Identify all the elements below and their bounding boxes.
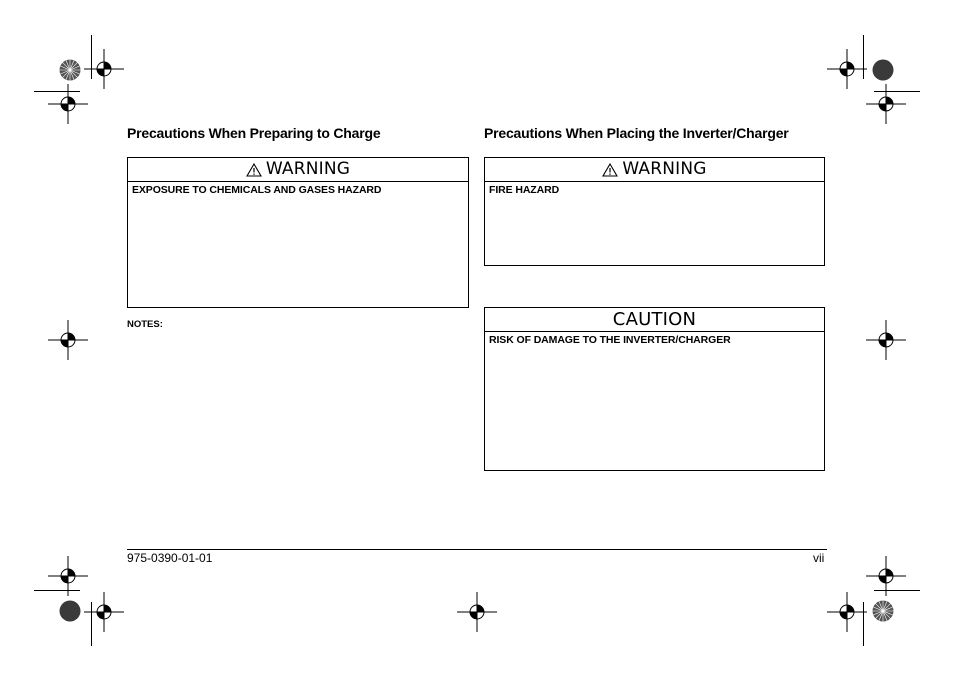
warning-triangle-icon [602,163,618,177]
registration-mark-icon [827,49,867,89]
warning-box [127,157,469,308]
caution-box [484,307,825,471]
registration-mark-icon [457,592,497,632]
star-target-icon [59,59,81,81]
registration-mark-icon [48,84,88,124]
star-target-icon [59,600,81,622]
notes-label: NOTES: [127,319,163,330]
registration-mark-icon [866,320,906,360]
hazard-title: EXPOSURE TO CHEMICALS AND GASES HAZARD [132,184,382,196]
footer-rule [127,549,827,550]
registration-mark-icon [48,320,88,360]
caution-header [485,308,824,332]
hazard-title: RISK OF DAMAGE TO THE INVERTER/CHARGER [489,334,731,346]
warning-triangle-icon [246,163,262,177]
section-heading: Precautions When Preparing to Charge [127,125,381,141]
registration-mark-icon [866,84,906,124]
warning-header [485,158,824,182]
document-number: 975-0390-01-01 [127,551,213,565]
warning-box [484,157,825,266]
registration-mark-icon [48,556,88,596]
page-number: vii [813,551,825,565]
registration-mark-icon [827,592,867,632]
hazard-title: FIRE HAZARD [489,184,560,196]
registration-mark-icon [84,49,124,89]
registration-mark-icon [84,592,124,632]
signal-word: CAUTION [612,308,697,330]
section-heading: Precautions When Placing the Inverter/Charger [484,125,789,141]
warning-header [128,158,468,182]
registration-mark-icon [866,556,906,596]
star-target-icon [872,59,894,81]
signal-word: WARNING [265,159,351,179]
signal-word: WARNING [622,159,707,179]
star-target-icon [872,600,894,622]
